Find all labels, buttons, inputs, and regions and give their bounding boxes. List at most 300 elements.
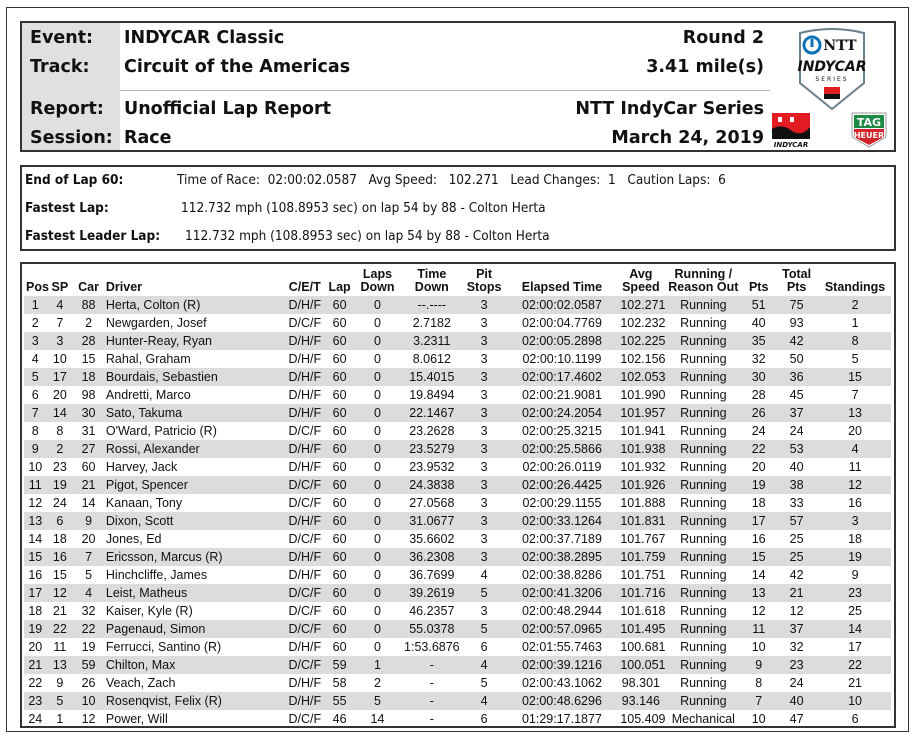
- cell-time-down: 1:53.6876: [404, 640, 460, 654]
- cell-lap: 60: [325, 476, 354, 494]
- cell-cet: D/C/F: [284, 656, 325, 674]
- cell-sp: 18: [52, 532, 67, 546]
- cell-pts: 30: [743, 368, 774, 386]
- cell-total-pts: 75: [774, 296, 819, 314]
- cell-laps-down: 5: [354, 692, 401, 710]
- ntt-indycar-series-logo: [792, 25, 872, 113]
- cell-laps-down: 0: [354, 404, 401, 422]
- race-stats: [177, 168, 726, 192]
- track-name: Circuit of the Americas: [124, 57, 351, 77]
- cell-total-pts: 23: [774, 656, 819, 674]
- cell-reason-out: Running: [680, 460, 727, 474]
- cell-avg-speed: 102.156: [620, 352, 666, 366]
- cell-reason-out: Running: [680, 424, 727, 438]
- cell-elapsed-time: 01:29:17.1877: [521, 712, 602, 726]
- cell-avg-speed: 101.926: [620, 478, 666, 492]
- cell-driver: Ferrucci, Santino (R): [105, 640, 222, 654]
- cell-pts: 40: [751, 316, 766, 330]
- cell-standings: 17: [848, 640, 863, 654]
- cell-pit-stops: 3: [463, 440, 506, 458]
- cell-driver: Veach, Zach: [105, 676, 176, 690]
- cell-cet: D/C/F: [288, 316, 322, 330]
- cell-pit-stops: 5: [463, 620, 506, 638]
- cell-pts: 11: [743, 620, 774, 638]
- cell-time-down: -: [401, 692, 462, 710]
- cell-cet: D/C/F: [284, 620, 325, 638]
- cell-avg-speed: 101.831: [620, 514, 666, 528]
- cell-time-down: 36.2308: [401, 548, 462, 566]
- cell-avg-speed: 101.957: [620, 406, 666, 420]
- cell-lap: 60: [332, 316, 347, 330]
- cell-driver: Hinchcliffe, James: [105, 568, 208, 582]
- event-label: Event:: [30, 28, 94, 48]
- cell-reason-out: Running: [680, 640, 727, 654]
- cell-standings: 18: [848, 532, 863, 546]
- cell-total-pts: 40: [774, 692, 819, 710]
- cell-pts: 15: [743, 548, 774, 566]
- session-name: Race: [124, 128, 172, 148]
- cell-cet: D/H/F: [284, 692, 325, 710]
- table-row: [24, 656, 891, 674]
- cell-time-down: 19.8494: [409, 388, 455, 402]
- avg-speed-value: 102.271: [448, 172, 499, 188]
- cell-cet: D/H/F: [284, 440, 325, 458]
- cell-avg-speed: 101.990: [620, 388, 666, 402]
- cell-elapsed-time: 02:00:05.2898: [506, 332, 619, 350]
- track-length: 3.41 mile(s): [646, 57, 764, 77]
- cell-pos: 9: [24, 440, 47, 458]
- col-sp: SP: [51, 280, 69, 294]
- cell-pit-stops: 3: [480, 352, 488, 366]
- cell-sp: 16: [47, 548, 74, 566]
- cell-standings: 1: [851, 316, 859, 330]
- cell-sp: 23: [52, 460, 67, 474]
- table-row: [24, 350, 891, 368]
- tag-heuer-logo: [848, 111, 890, 149]
- cell-standings: 9: [851, 568, 859, 582]
- cell-standings: 15: [819, 368, 891, 386]
- cell-time-down: -: [429, 676, 434, 690]
- cell-avg-speed: 100.051: [620, 658, 666, 672]
- cell-reason-out: Running: [680, 568, 727, 582]
- cell-total-pts: 38: [774, 476, 819, 494]
- cell-pts: 51: [743, 296, 774, 314]
- cell-sp: 22: [47, 620, 74, 638]
- avg-speed-label: Avg Speed:: [368, 172, 437, 188]
- cell-sp: 5: [47, 692, 74, 710]
- cell-pos: 24: [28, 712, 43, 726]
- cell-cet: D/C/F: [288, 496, 322, 510]
- cell-pit-stops: 3: [480, 604, 488, 618]
- cell-time-down: 23.5279: [401, 440, 462, 458]
- cell-elapsed-time: 02:00:26.0119: [522, 460, 602, 474]
- cell-total-pts: 93: [789, 316, 804, 330]
- cell-pts: 10: [751, 712, 766, 726]
- cell-time-down: 3.2311: [401, 332, 462, 350]
- cell-sp: 17: [47, 368, 74, 386]
- cell-laps-down: 14: [370, 712, 385, 726]
- table-row: [24, 548, 891, 566]
- col-pts: Pts: [748, 280, 769, 294]
- col-time-down: Time Down: [414, 267, 449, 294]
- cell-sp: 19: [47, 476, 74, 494]
- cell-total-pts: 12: [789, 604, 804, 618]
- cell-pts: 14: [751, 568, 766, 582]
- cell-pts: 13: [743, 584, 774, 602]
- cell-car: 20: [81, 532, 96, 546]
- cell-reason-out: Running: [663, 656, 743, 674]
- cell-avg-speed: 102.232: [620, 316, 666, 330]
- cell-car: 21: [73, 476, 104, 494]
- cell-pit-stops: 6: [480, 712, 488, 726]
- cell-pos: 14: [28, 532, 43, 546]
- cell-cet: D/H/F: [284, 404, 325, 422]
- cell-standings: 5: [851, 352, 859, 366]
- cell-driver: Rosenqvist, Felix (R): [104, 692, 284, 710]
- cell-laps-down: 0: [354, 620, 401, 638]
- cell-elapsed-time: 02:00:17.4602: [506, 368, 619, 386]
- cell-time-down: 36.7699: [409, 568, 455, 582]
- table-header-row: [24, 266, 891, 296]
- cell-pts: 18: [751, 496, 766, 510]
- cell-time-down: -: [429, 712, 434, 726]
- end-of-lap-label: End of Lap 60:: [25, 172, 124, 188]
- cell-elapsed-time: 02:00:37.7189: [521, 532, 602, 546]
- col-car: Car: [78, 280, 99, 294]
- cell-sp: 13: [47, 656, 74, 674]
- cell-total-pts: 25: [774, 548, 819, 566]
- cell-car: 4: [73, 584, 104, 602]
- cell-laps-down: 0: [374, 388, 381, 402]
- cell-reason-out: Running: [680, 316, 727, 330]
- cell-driver: Chilton, Max: [104, 656, 284, 674]
- cell-cet: D/H/F: [288, 388, 322, 402]
- cell-lap: 60: [332, 388, 347, 402]
- cell-pos: 21: [24, 656, 47, 674]
- cell-lap: 46: [332, 712, 347, 726]
- cell-total-pts: 21: [774, 584, 819, 602]
- cell-car: 26: [81, 676, 96, 690]
- cell-car: 18: [73, 368, 104, 386]
- cell-sp: 14: [47, 404, 74, 422]
- cell-laps-down: 0: [354, 584, 401, 602]
- cell-laps-down: 0: [374, 532, 381, 546]
- col-avg-speed: Avg Speed: [622, 267, 660, 294]
- table-row: [24, 476, 891, 494]
- cell-driver: Kanaan, Tony: [105, 496, 183, 510]
- cell-elapsed-time: 02:00:33.1264: [506, 512, 619, 530]
- round-number: Round 2: [682, 28, 764, 48]
- cell-sp: 7: [56, 316, 64, 330]
- series-name: NTT IndyCar Series: [575, 99, 764, 119]
- cell-pos: 3: [24, 332, 47, 350]
- cell-pos: 6: [31, 388, 39, 402]
- cell-pit-stops: 3: [480, 496, 488, 510]
- cell-sp: 15: [52, 568, 67, 582]
- cell-car: 14: [81, 496, 96, 510]
- cell-time-down: 27.0568: [409, 496, 455, 510]
- cell-car: 2: [85, 316, 93, 330]
- cell-elapsed-time: 02:00:10.1199: [522, 352, 602, 366]
- col-standings: Standings: [824, 280, 886, 294]
- cell-pit-stops: 6: [480, 640, 488, 654]
- svg-text:NTT: NTT: [823, 38, 857, 54]
- end-of-lap-row: [25, 168, 885, 192]
- cell-pos: 13: [24, 512, 47, 530]
- cell-cet: D/C/F: [288, 424, 322, 438]
- cell-reason-out: Running: [663, 620, 743, 638]
- cell-sp: 12: [47, 584, 74, 602]
- cell-elapsed-time: 02:00:04.7769: [521, 316, 602, 330]
- cell-pts: 35: [743, 332, 774, 350]
- cell-sp: 4: [47, 296, 74, 314]
- cell-laps-down: 0: [374, 352, 381, 366]
- col-cet: C/E/T: [288, 280, 321, 294]
- cell-reason-out: Running: [663, 548, 743, 566]
- cell-pts: 28: [751, 388, 766, 402]
- cell-pts: 10: [751, 640, 766, 654]
- cell-reason-out: Running: [663, 404, 743, 422]
- cell-standings: 2: [819, 296, 891, 314]
- svg-text:INDYCAR: INDYCAR: [773, 141, 809, 149]
- cell-pit-stops: 3: [480, 460, 488, 474]
- cell-car: 5: [85, 568, 93, 582]
- cell-time-down: 23.2628: [409, 424, 455, 438]
- cell-total-pts: 47: [789, 712, 804, 726]
- cell-standings: 12: [819, 476, 891, 494]
- cell-elapsed-time: 02:00:57.0965: [506, 620, 619, 638]
- cell-standings: 21: [848, 676, 863, 690]
- cell-pos: 10: [28, 460, 43, 474]
- report-header: [20, 21, 896, 152]
- cell-pos: 15: [24, 548, 47, 566]
- cell-reason-out: Running: [680, 496, 727, 510]
- cell-standings: 8: [819, 332, 891, 350]
- cell-pos: 19: [24, 620, 47, 638]
- table-row: [24, 440, 891, 458]
- cell-pit-stops: 3: [463, 332, 506, 350]
- results-table: [24, 266, 891, 728]
- cell-driver: Leist, Matheus: [104, 584, 284, 602]
- cell-laps-down: 0: [374, 604, 381, 618]
- results-body: [24, 296, 891, 728]
- col-elapsed-time: Elapsed Time: [521, 280, 603, 294]
- cell-time-down: 8.0612: [412, 352, 451, 366]
- cell-car: 7: [73, 548, 104, 566]
- cell-lap: 60: [332, 460, 347, 474]
- cell-pos: 7: [24, 404, 47, 422]
- track-label: Track:: [30, 57, 90, 77]
- fastest-lap-row: [25, 196, 885, 220]
- time-of-race-label: Time of Race:: [177, 172, 260, 188]
- svg-text:HEUER: HEUER: [853, 131, 885, 140]
- cell-pit-stops: 3: [463, 476, 506, 494]
- cell-pts: 20: [751, 460, 766, 474]
- cell-lap: 55: [325, 692, 354, 710]
- cell-pos: 2: [31, 316, 39, 330]
- cell-reason-out: Running: [663, 440, 743, 458]
- cell-time-down: -: [401, 656, 462, 674]
- table-row: [24, 368, 891, 386]
- cell-sp: 6: [47, 512, 74, 530]
- cell-avg-speed: 105.409: [620, 712, 666, 726]
- cell-pit-stops: 5: [463, 584, 506, 602]
- cell-avg-speed: 102.053: [620, 370, 666, 384]
- cell-pts: 26: [743, 404, 774, 422]
- time-of-race-value: 02:00:02.0587: [267, 172, 357, 188]
- cell-laps-down: 0: [354, 368, 401, 386]
- cell-lap: 60: [332, 604, 347, 618]
- cell-pts: 8: [755, 676, 763, 690]
- cell-standings: 7: [851, 388, 859, 402]
- cell-pos: 5: [24, 368, 47, 386]
- cell-cet: D/H/F: [284, 332, 325, 350]
- cell-laps-down: 0: [374, 496, 381, 510]
- cell-car: 27: [73, 440, 104, 458]
- cell-sp: 10: [52, 352, 67, 366]
- cell-laps-down: 0: [374, 424, 381, 438]
- cell-standings: 16: [848, 496, 863, 510]
- cell-pit-stops: 3: [463, 512, 506, 530]
- cell-cet: D/C/F: [284, 476, 325, 494]
- svg-text:TAG: TAG: [856, 116, 882, 129]
- cell-pts: 22: [743, 440, 774, 458]
- indycar-logo: [768, 111, 814, 149]
- cell-cet: D/C/F: [284, 584, 325, 602]
- cell-standings: 14: [819, 620, 891, 638]
- cell-laps-down: 2: [374, 676, 381, 690]
- cell-avg-speed: 98.301: [621, 676, 660, 690]
- table-row: [24, 386, 891, 404]
- cell-driver: Ericsson, Marcus (R): [104, 548, 284, 566]
- cell-car: 9: [73, 512, 104, 530]
- cell-elapsed-time: 02:00:48.6296: [506, 692, 619, 710]
- cell-lap: 60: [325, 548, 354, 566]
- cell-car: 60: [81, 460, 96, 474]
- cell-standings: 4: [819, 440, 891, 458]
- cell-standings: 10: [819, 692, 891, 710]
- cell-reason-out: Running: [680, 352, 727, 366]
- cell-standings: 13: [819, 404, 891, 422]
- cell-laps-down: 0: [374, 568, 381, 582]
- cell-pts: 19: [743, 476, 774, 494]
- cell-car: 22: [73, 620, 104, 638]
- cell-avg-speed: 102.271: [620, 298, 666, 312]
- col-laps-down: Laps Down: [360, 267, 395, 294]
- fastest-lap-label: Fastest Lap:: [25, 200, 109, 216]
- cell-laps-down: 0: [354, 440, 401, 458]
- table-row: [24, 710, 891, 728]
- cell-standings: 20: [848, 424, 863, 438]
- cell-reason-out: Running: [663, 332, 743, 350]
- cell-cet: D/C/F: [288, 532, 322, 546]
- cell-elapsed-time: 02:00:25.3215: [521, 424, 602, 438]
- cell-total-pts: 50: [789, 352, 804, 366]
- cell-total-pts: 24: [789, 676, 804, 690]
- cell-laps-down: 0: [354, 548, 401, 566]
- cell-elapsed-time: 02:00:25.5866: [506, 440, 619, 458]
- cell-reason-out: Running: [663, 368, 743, 386]
- cell-reason-out: Running: [680, 676, 727, 690]
- cell-elapsed-time: 02:00:38.2895: [506, 548, 619, 566]
- cell-lap: 60: [325, 440, 354, 458]
- cell-driver: Harvey, Jack: [105, 460, 178, 474]
- cell-driver: Andretti, Marco: [105, 388, 191, 402]
- cell-standings: 19: [819, 548, 891, 566]
- cell-reason-out: Running: [680, 532, 727, 546]
- cell-cet: D/H/F: [284, 512, 325, 530]
- cell-pit-stops: 3: [463, 548, 506, 566]
- cell-total-pts: 37: [774, 620, 819, 638]
- cell-total-pts: 57: [774, 512, 819, 530]
- cell-driver: Jones, Ed: [105, 532, 162, 546]
- cell-cet: D/H/F: [288, 640, 322, 654]
- cell-reason-out: Running: [680, 388, 727, 402]
- cell-car: 32: [81, 604, 96, 618]
- cell-lap: 60: [325, 296, 354, 314]
- cell-pos: 1: [24, 296, 47, 314]
- cell-cet: D/H/F: [288, 352, 322, 366]
- cell-sp: 8: [56, 424, 64, 438]
- svg-text:INDYCAR: INDYCAR: [797, 59, 867, 75]
- cell-lap: 60: [332, 496, 347, 510]
- cell-pit-stops: 3: [480, 424, 488, 438]
- cell-laps-down: 0: [354, 476, 401, 494]
- cell-driver: Bourdais, Sebastien: [104, 368, 284, 386]
- header-divider: [120, 90, 770, 91]
- cell-avg-speed: 101.759: [620, 550, 666, 564]
- cell-standings: 11: [848, 460, 862, 474]
- cell-reason-out: Running: [663, 692, 743, 710]
- cell-car: 15: [81, 352, 96, 366]
- cell-pts: 32: [751, 352, 766, 366]
- cell-pos: 18: [28, 604, 43, 618]
- cell-avg-speed: 101.618: [620, 604, 666, 618]
- cell-avg-speed: 101.938: [620, 442, 666, 456]
- cell-sp: 21: [52, 604, 67, 618]
- cell-time-down: 55.0378: [401, 620, 462, 638]
- cell-cet: D/H/F: [288, 460, 322, 474]
- cell-time-down: 39.2619: [401, 584, 462, 602]
- cell-lap: 58: [332, 676, 347, 690]
- cell-avg-speed: 102.225: [620, 334, 666, 348]
- cell-pit-stops: 3: [480, 316, 488, 330]
- cell-driver: Kaiser, Kyle (R): [105, 604, 193, 618]
- lead-changes-label: Lead Changes:: [510, 172, 601, 188]
- cell-laps-down: 0: [374, 316, 381, 330]
- cell-driver: Newgarden, Josef: [105, 316, 207, 330]
- cell-time-down: 15.4015: [401, 368, 462, 386]
- table-row: [24, 404, 891, 422]
- cell-total-pts: 33: [789, 496, 804, 510]
- cell-time-down: 23.9532: [409, 460, 455, 474]
- table-row: [24, 638, 891, 656]
- cell-pos: 22: [28, 676, 43, 690]
- col-total-pts: Total Pts: [782, 267, 812, 294]
- cell-avg-speed: 101.767: [620, 532, 666, 546]
- cell-pos: 4: [31, 352, 39, 366]
- cell-car: 31: [81, 424, 96, 438]
- cell-pts: 24: [751, 424, 766, 438]
- cell-car: 30: [73, 404, 104, 422]
- cell-pts: 16: [751, 532, 766, 546]
- cell-cet: D/C/F: [288, 604, 322, 618]
- cell-car: 10: [73, 692, 104, 710]
- cell-elapsed-time: 02:00:39.1216: [506, 656, 619, 674]
- cell-driver: Power, Will: [105, 712, 168, 726]
- cell-pit-stops: 3: [463, 404, 506, 422]
- cell-lap: 60: [325, 512, 354, 530]
